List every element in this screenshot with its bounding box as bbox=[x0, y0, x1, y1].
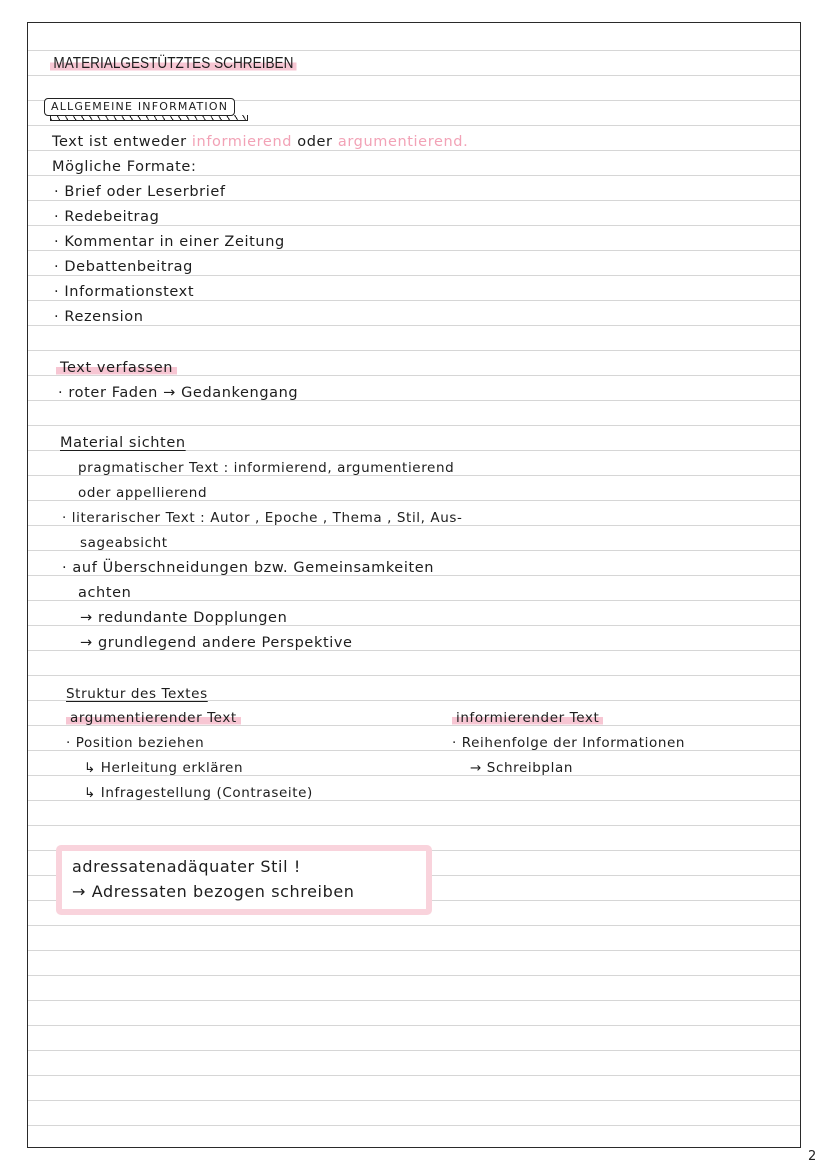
material-line: · literarischer Text : Autor , Epoche , Thema , Stil, Aus- bbox=[62, 510, 463, 526]
format-item: · Kommentar in einer Zeitung bbox=[54, 234, 285, 250]
note-line: adressatenadäquater Stil ! bbox=[72, 857, 301, 876]
material-line: pragmatischer Text : informierend, argumentierend bbox=[78, 460, 455, 476]
material-line: sageabsicht bbox=[80, 535, 168, 551]
material-heading: Material sichten bbox=[60, 435, 186, 451]
page-number: 2 bbox=[808, 1149, 817, 1164]
material-line: · auf Überschneidungen bzw. Gemeinsamkeiten bbox=[62, 560, 435, 576]
formats-heading: Mögliche Formate: bbox=[52, 159, 197, 175]
page-title: MATERIALGESTÜTZTES SCHREIBEN bbox=[50, 55, 297, 73]
format-item: · Debattenbeitrag bbox=[54, 259, 193, 275]
structure-right-line: → Schreibplan bbox=[470, 760, 573, 776]
format-item: · Rezension bbox=[54, 309, 144, 325]
intro-dot: . bbox=[463, 134, 469, 150]
intro-arguing: argumentierend bbox=[337, 134, 464, 150]
structure-heading: Struktur des Textes bbox=[66, 686, 208, 702]
note-box bbox=[56, 845, 432, 915]
intro-informing: informierend bbox=[191, 134, 293, 150]
material-line: → redundante Dopplungen bbox=[80, 610, 288, 626]
structure-left-line: ↳ Infragestellung (Contraseite) bbox=[84, 785, 313, 801]
general-info-label: ALLGEMEINE INFORMATION bbox=[44, 98, 235, 116]
material-line: → grundlegend andere Perspektive bbox=[80, 635, 353, 651]
write-line: · roter Faden → Gedankengang bbox=[58, 385, 299, 401]
format-item: · Redebeitrag bbox=[54, 209, 160, 225]
structure-right-line: · Reihenfolge der Informationen bbox=[452, 735, 686, 751]
label-stripes bbox=[50, 115, 248, 121]
structure-right-heading: informierender Text bbox=[452, 709, 603, 727]
structure-left-line: ↳ Herleitung erklären bbox=[84, 760, 244, 776]
intro-pre: Text ist entweder bbox=[52, 134, 187, 150]
material-line: achten bbox=[78, 585, 132, 601]
format-item: · Informationstext bbox=[54, 284, 195, 300]
intro-or: oder bbox=[297, 134, 333, 150]
write-heading: Text verfassen bbox=[56, 359, 177, 377]
material-line: oder appellierend bbox=[78, 485, 208, 501]
intro-line bbox=[52, 133, 468, 151]
structure-left-line: · Position beziehen bbox=[66, 735, 205, 751]
note-line: → Adressaten bezogen schreiben bbox=[72, 882, 355, 901]
structure-left-heading: argumentierender Text bbox=[66, 709, 241, 727]
format-item: · Brief oder Leserbrief bbox=[54, 184, 226, 200]
